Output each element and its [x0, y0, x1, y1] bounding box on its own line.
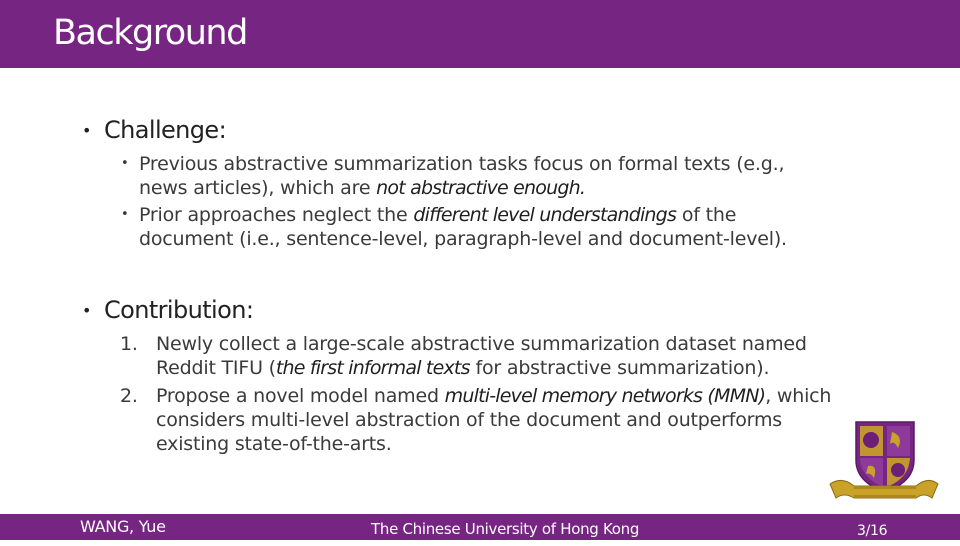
contribution-heading: Contribution:	[104, 296, 254, 324]
page-number: 3/16	[857, 523, 888, 539]
contribution-item-emphasis: multi-level memory networks (MMN)	[444, 385, 766, 407]
university-crest-logo	[824, 414, 942, 504]
contribution-item-text-end: for abstractive summarization).	[469, 357, 770, 379]
footer-institution: The Chinese University of Hong Kong	[371, 520, 640, 538]
contribution-item-text: Newly collect a large-scale abstractive summarization dataset named Reddit TIFU (	[156, 333, 807, 379]
challenge-item-text-end: of the document (i.e., sentence-level, paragraph-level and document-level).	[139, 204, 787, 250]
challenge-heading: Challenge:	[104, 116, 227, 144]
bullet-icon: •	[82, 301, 91, 320]
item-number: 1.	[120, 333, 138, 355]
contribution-item-emphasis: the first informal texts	[275, 357, 470, 379]
challenge-item-text: Previous abstractive summarization tasks focus on formal texts (e.g., news articles), which are	[139, 153, 785, 199]
challenge-heading-item	[82, 116, 227, 144]
slide-title: Background	[53, 13, 247, 53]
challenge-item-text: Prior approaches neglect the	[139, 204, 414, 226]
contribution-item	[120, 332, 846, 380]
bullet-icon: •	[121, 156, 129, 171]
footer-bar	[0, 514, 960, 540]
contribution-item-text: Propose a novel model named	[156, 385, 445, 407]
contribution-heading-item	[82, 296, 254, 324]
bullet-icon: •	[82, 121, 91, 140]
bullet-icon: •	[121, 207, 129, 222]
challenge-item-emphasis: different level understandings	[413, 204, 677, 226]
challenge-item	[121, 203, 829, 251]
contribution-item-text-end: , which considers multi-level abstraction of the document and outperforms existing state-of-the-arts.	[156, 385, 832, 455]
challenge-item-emphasis: not abstractive enough.	[376, 177, 586, 199]
item-number: 2.	[120, 385, 138, 407]
footer-author: WANG, Yue	[80, 517, 166, 536]
contribution-item	[120, 384, 846, 456]
challenge-item	[121, 152, 829, 200]
